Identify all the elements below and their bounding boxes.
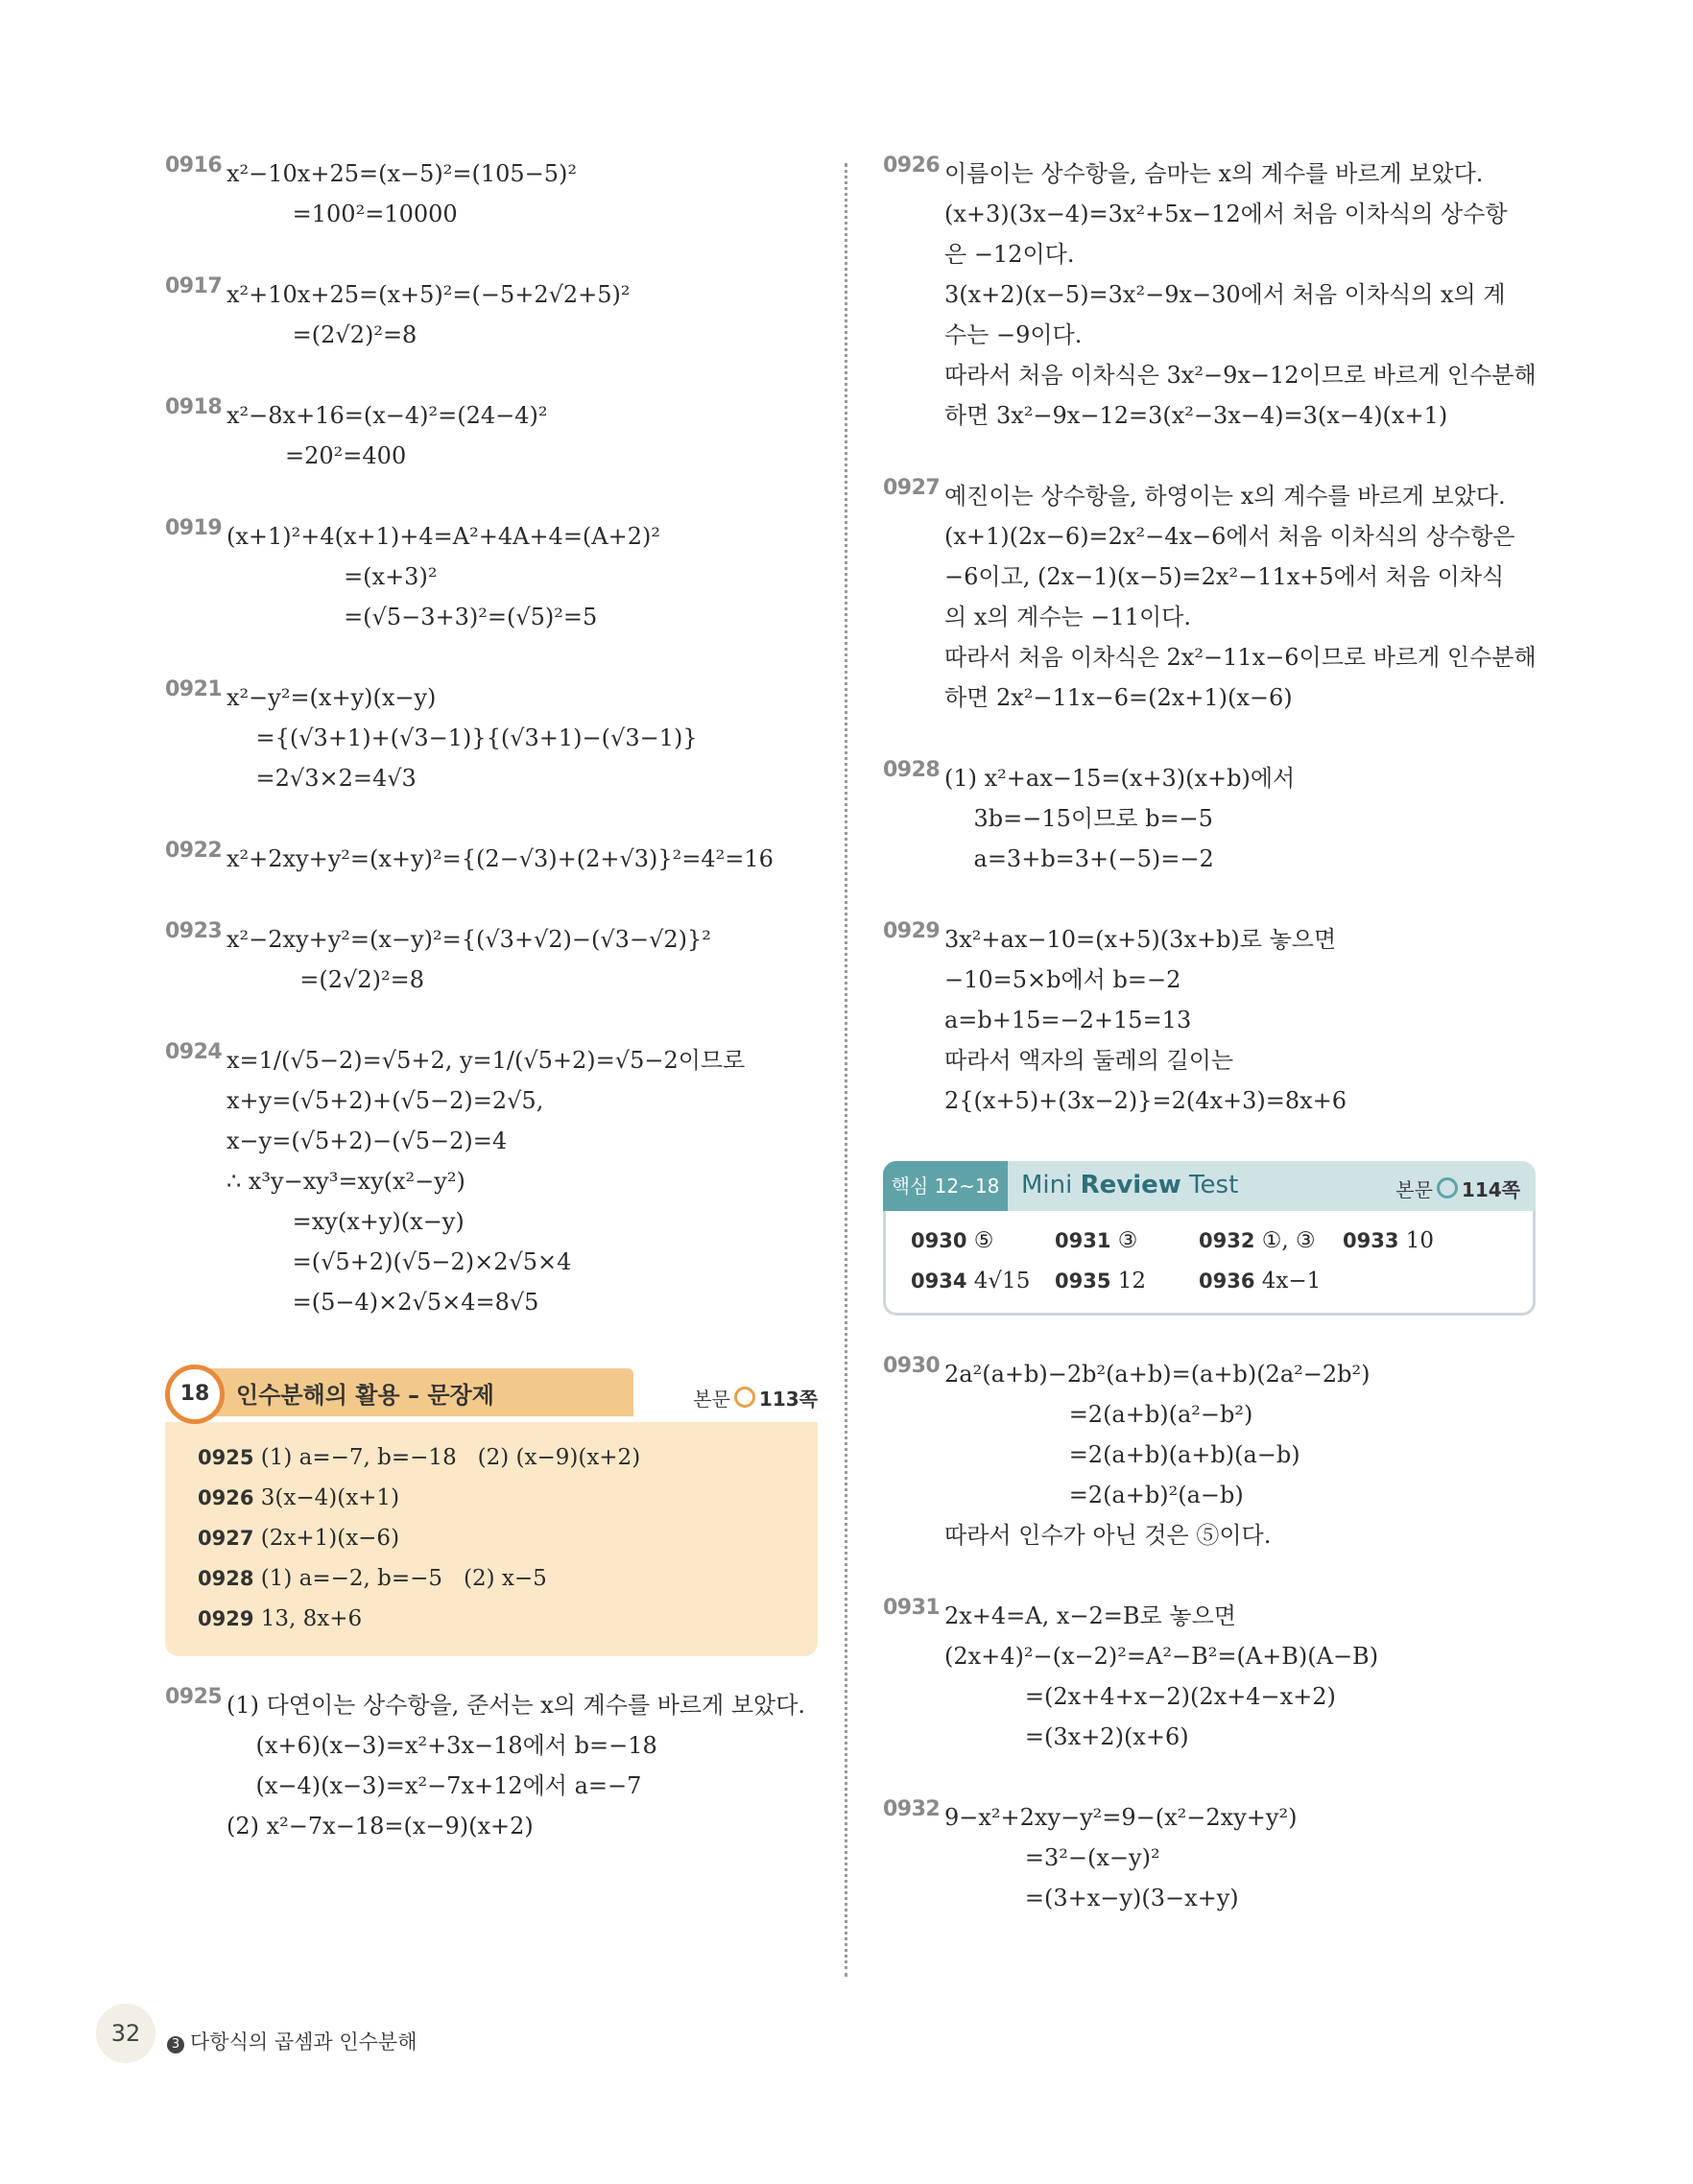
- answer-number: 0925: [198, 1446, 254, 1469]
- solution-lines: [944, 919, 1536, 1121]
- section-answers: [165, 1422, 818, 1656]
- mini-review-item: [1055, 1223, 1199, 1259]
- solution-line: =(2√2)²=8: [227, 966, 424, 993]
- section-title: 인수분해의 활용 – 문장제: [236, 1382, 494, 1409]
- answer-number: 0926: [198, 1486, 254, 1509]
- problem-number: 0919: [165, 516, 223, 540]
- solution-lines: [227, 677, 818, 798]
- ref-page: 114쪽: [1461, 1178, 1520, 1201]
- answer-text: 3(x−4)(x+1): [260, 1485, 400, 1510]
- solution-line: −10=5×b에서 b=−2: [944, 966, 1181, 993]
- problem-number: 0917: [165, 274, 223, 298]
- problem-0929: [883, 919, 1536, 1121]
- answer-row: [198, 1518, 785, 1558]
- solution-line: =(2x+4+x−2)(2x+4−x+2): [944, 1683, 1336, 1710]
- left-column: [165, 154, 818, 1887]
- mini-review-item: [1199, 1263, 1343, 1299]
- solution-line: 2a²(a+b)−2b²(a+b)=(a+b)(2a²−2b²): [944, 1361, 1371, 1388]
- problem-0924: [165, 1040, 818, 1322]
- answer-text: 4√15: [973, 1269, 1031, 1294]
- solution-line: 의 x의 계수는 −11이다.: [944, 604, 1191, 630]
- solution-line: =100²=10000: [227, 201, 458, 227]
- solution-line: 3x²+ax−10=(x+5)(3x+b)로 놓으면: [944, 926, 1337, 953]
- answer-text: (1) a=−2, b=−5 (2) x−5: [260, 1566, 547, 1591]
- answer-text: 10: [1405, 1228, 1435, 1253]
- problem-number: 0918: [165, 395, 223, 419]
- problem-0917: [165, 274, 818, 355]
- solution-line: x²−y²=(x+y)(x−y): [227, 684, 437, 711]
- problem-0919: [165, 516, 818, 637]
- solution-lines: [944, 758, 1536, 879]
- section-header: [165, 1363, 818, 1424]
- solution-line: ={(√3+1)+(√3−1)}{(√3+1)−(√3−1)}: [227, 724, 698, 751]
- solution-line: (1) 다연이는 상수항을, 준서는 x의 계수를 바르게 보았다.: [227, 1692, 806, 1719]
- answer-number: 0936: [1199, 1270, 1255, 1293]
- solution-line: 따라서 액자의 둘레의 길이는: [944, 1047, 1234, 1074]
- solution-line: =(√5−3+3)²=(√5)²=5: [227, 604, 598, 630]
- arrow-circle-icon: [1437, 1177, 1458, 1199]
- problem-0930: [883, 1354, 1536, 1555]
- section-page-ref: [693, 1384, 818, 1412]
- solution-line: 은 −12이다.: [944, 241, 1075, 268]
- solution-line: (x+1)(2x−6)=2x²−4x−6에서 처음 이차식의 상수항은: [944, 523, 1515, 550]
- answer-number: 0931: [1055, 1229, 1111, 1252]
- solution-line: =(x+3)²: [227, 563, 438, 590]
- spacer: [165, 1656, 818, 1685]
- title-part: Test: [1180, 1171, 1239, 1199]
- problem-number: 0921: [165, 677, 223, 701]
- solution-line: =2(a+b)(a+b)(a−b): [944, 1441, 1300, 1468]
- problem-0928: [883, 758, 1536, 879]
- solution-line: =20²=400: [227, 442, 407, 469]
- solution-lines: [944, 1797, 1536, 1918]
- solution-line: 수는 −9이다.: [944, 321, 1083, 348]
- mini-review-page-ref: [1395, 1175, 1520, 1202]
- mini-review-item: [1343, 1223, 1487, 1259]
- solution-line: −6이고, (2x−1)(x−5)=2x²−11x+5에서 처음 이차식: [944, 563, 1505, 590]
- chapter-label: [167, 2027, 417, 2055]
- answer-row: [198, 1599, 785, 1639]
- problem-number: 0932: [883, 1797, 941, 1821]
- problem-0916: [165, 154, 818, 234]
- solution-lines: [227, 919, 818, 1000]
- solution-line: x²+2xy+y²=(x+y)²={(2−√3)+(2+√3)}²=4²=16: [227, 845, 774, 872]
- solution-line: 이름이는 상수항을, 슴마는 x의 계수를 바르게 보았다.: [944, 160, 1484, 187]
- ref-label: 본문: [693, 1388, 730, 1411]
- solution-line: (x−4)(x−3)=x²−7x+12에서 a=−7: [227, 1772, 642, 1799]
- solution-line: x+y=(√5+2)+(√5−2)=2√5,: [227, 1087, 544, 1114]
- answer-number: 0928: [198, 1567, 254, 1590]
- solution-lines: [944, 154, 1536, 436]
- solution-line: a=3+b=3+(−5)=−2: [944, 845, 1214, 872]
- solution-lines: [227, 154, 818, 234]
- problem-0922: [165, 839, 818, 879]
- solution-line: =(3x+2)(x+6): [944, 1723, 1189, 1750]
- solution-line: (x+3)(3x−4)=3x²+5x−12에서 처음 이차식의 상수항: [944, 201, 1508, 227]
- answer-text: ⑤: [973, 1228, 994, 1253]
- answer-text: (2x+1)(x−6): [260, 1526, 400, 1551]
- problem-number: 0916: [165, 154, 223, 178]
- answer-text: (1) a=−7, b=−18 (2) (x−9)(x+2): [260, 1445, 641, 1470]
- solution-line: 2x+4=A, x−2=B로 놓으면: [944, 1602, 1236, 1629]
- right-column: [883, 154, 1536, 1958]
- mini-review-box: [883, 1161, 1536, 1316]
- ref-label: 본문: [1395, 1178, 1433, 1201]
- problem-number: 0928: [883, 758, 941, 782]
- solution-line: 하면 2x²−11x−6=(2x+1)(x−6): [944, 684, 1293, 711]
- solution-lines: [227, 839, 818, 879]
- column-divider: [845, 163, 847, 1977]
- solution-line: x²−10x+25=(x−5)²=(105−5)²: [227, 160, 578, 187]
- solution-line: (2) x²−7x−18=(x−9)(x+2): [227, 1813, 534, 1840]
- problem-number: 0926: [883, 154, 941, 178]
- problem-number: 0930: [883, 1354, 941, 1378]
- solution-line: x²−8x+16=(x−4)²=(24−4)²: [227, 402, 548, 429]
- answer-text: 13, 8x+6: [260, 1606, 363, 1631]
- solution-line: 2{(x+5)+(3x−2)}=2(4x+3)=8x+6: [944, 1087, 1347, 1114]
- solution-lines: [944, 1596, 1536, 1757]
- solution-line: (1) x²+ax−15=(x+3)(x+b)에서: [944, 765, 1296, 792]
- solution-lines: [227, 395, 818, 476]
- solution-line: =(3+x−y)(3−x+y): [944, 1885, 1239, 1911]
- mini-review-item: [1055, 1263, 1199, 1299]
- answer-number: 0930: [911, 1229, 967, 1252]
- problem-number: 0923: [165, 919, 223, 943]
- answer-row: [198, 1437, 785, 1478]
- mini-review-item: [911, 1223, 1055, 1259]
- mini-review-title: [1021, 1171, 1238, 1199]
- solution-line: 3(x+2)(x−5)=3x²−9x−30에서 처음 이차식의 x의 계: [944, 281, 1506, 308]
- page-number: 32: [96, 2004, 155, 2063]
- solution-line: ∴ x³y−xy³=xy(x²−y²): [227, 1168, 465, 1195]
- solution-line: =(5−4)×2√5×4=8√5: [227, 1289, 539, 1316]
- answer-number: 0935: [1055, 1270, 1111, 1293]
- solution-line: x−y=(√5+2)−(√5−2)=4: [227, 1128, 508, 1154]
- answer-number: 0933: [1343, 1229, 1399, 1252]
- solution-line: =2(a+b)²(a−b): [944, 1482, 1244, 1508]
- solution-line: =3²−(x−y)²: [944, 1844, 1160, 1871]
- problem-number: 0929: [883, 919, 941, 943]
- problem-0931: [883, 1596, 1536, 1757]
- problem-number: 0931: [883, 1596, 941, 1620]
- section-18-box: [165, 1363, 818, 1656]
- solution-line: (x+1)²+4(x+1)+4=A²+4A+4=(A+2)²: [227, 523, 660, 550]
- answer-text: ①, ③: [1261, 1228, 1316, 1253]
- solution-line: (2x+4)²−(x−2)²=A²−B²=(A+B)(A−B): [944, 1643, 1379, 1670]
- solution-line: =(2√2)²=8: [227, 321, 417, 348]
- solution-line: x²+10x+25=(x+5)²=(−5+2√2+5)²: [227, 281, 631, 308]
- mini-review-header: [883, 1161, 1536, 1211]
- solution-line: 하면 3x²−9x−12=3(x²−3x−4)=3(x−4)(x+1): [944, 402, 1448, 429]
- solution-line: 3b=−15이므로 b=−5: [944, 805, 1213, 832]
- mini-review-item: [1199, 1223, 1343, 1259]
- problem-0925: [165, 1685, 818, 1846]
- solution-lines: [227, 1040, 818, 1322]
- solution-line: 따라서 처음 이차식은 3x²−9x−12이므로 바르게 인수분해: [944, 362, 1537, 389]
- problem-0926: [883, 154, 1536, 436]
- section-number-badge: 18: [165, 1365, 225, 1424]
- solution-line: =xy(x+y)(x−y): [227, 1208, 465, 1235]
- solution-lines: [227, 1685, 818, 1846]
- solution-line: x²−2xy+y²=(x−y)²={(√3+√2)−(√3−√2)}²: [227, 926, 711, 953]
- solution-lines: [944, 476, 1536, 718]
- problem-0918: [165, 395, 818, 476]
- solution-line: =2(a+b)(a²−b²): [944, 1401, 1253, 1428]
- mini-review-answers: [883, 1211, 1536, 1316]
- problem-0932: [883, 1797, 1536, 1918]
- answer-text: ③: [1117, 1228, 1138, 1253]
- solution-lines: [227, 516, 818, 637]
- mini-review-badge: 핵심 12~18: [883, 1161, 1008, 1211]
- answer-number: 0927: [198, 1527, 254, 1550]
- solution-line: =2√3×2=4√3: [227, 765, 417, 792]
- solution-line: 예진이는 상수항을, 하영이는 x의 계수를 바르게 보았다.: [944, 483, 1506, 510]
- problem-0923: [165, 919, 818, 1000]
- problem-number: 0924: [165, 1040, 223, 1064]
- solution-line: 따라서 인수가 아닌 것은 ⑤이다.: [944, 1522, 1272, 1549]
- answer-text: 4x−1: [1261, 1269, 1322, 1294]
- ref-page: 113쪽: [758, 1388, 818, 1411]
- problem-number: 0927: [883, 476, 941, 500]
- answer-number: 0932: [1199, 1229, 1255, 1252]
- answer-number: 0934: [911, 1270, 967, 1293]
- solution-line: (x+6)(x−3)=x²+3x−18에서 b=−18: [227, 1732, 657, 1759]
- chapter-number-badge: 3: [167, 2036, 184, 2053]
- answer-row: [198, 1558, 785, 1599]
- answer-number: 0929: [198, 1607, 254, 1630]
- solution-line: x=1/(√5−2)=√5+2, y=1/(√5+2)=√5−2이므로: [227, 1047, 746, 1074]
- problem-number: 0922: [165, 839, 223, 863]
- problem-0921: [165, 677, 818, 798]
- problem-0927: [883, 476, 1536, 718]
- solution-line: 따라서 처음 이차식은 2x²−11x−6이므로 바르게 인수분해: [944, 644, 1537, 671]
- arrow-circle-icon: [734, 1387, 755, 1408]
- answer-row: [198, 1478, 785, 1518]
- answer-text: 12: [1117, 1269, 1147, 1294]
- title-part: Mini: [1021, 1171, 1081, 1199]
- solution-lines: [944, 1354, 1536, 1555]
- problem-number: 0925: [165, 1685, 223, 1709]
- mini-review-item: [911, 1263, 1055, 1299]
- title-part: Review: [1080, 1171, 1181, 1199]
- chapter-title: 다항식의 곱셈과 인수분해: [190, 2030, 417, 2053]
- solution-lines: [227, 274, 818, 355]
- solution-line: 9−x²+2xy−y²=9−(x²−2xy+y²): [944, 1804, 1298, 1831]
- solution-line: =(√5+2)(√5−2)×2√5×4: [227, 1248, 572, 1275]
- solution-line: a=b+15=−2+15=13: [944, 1007, 1192, 1033]
